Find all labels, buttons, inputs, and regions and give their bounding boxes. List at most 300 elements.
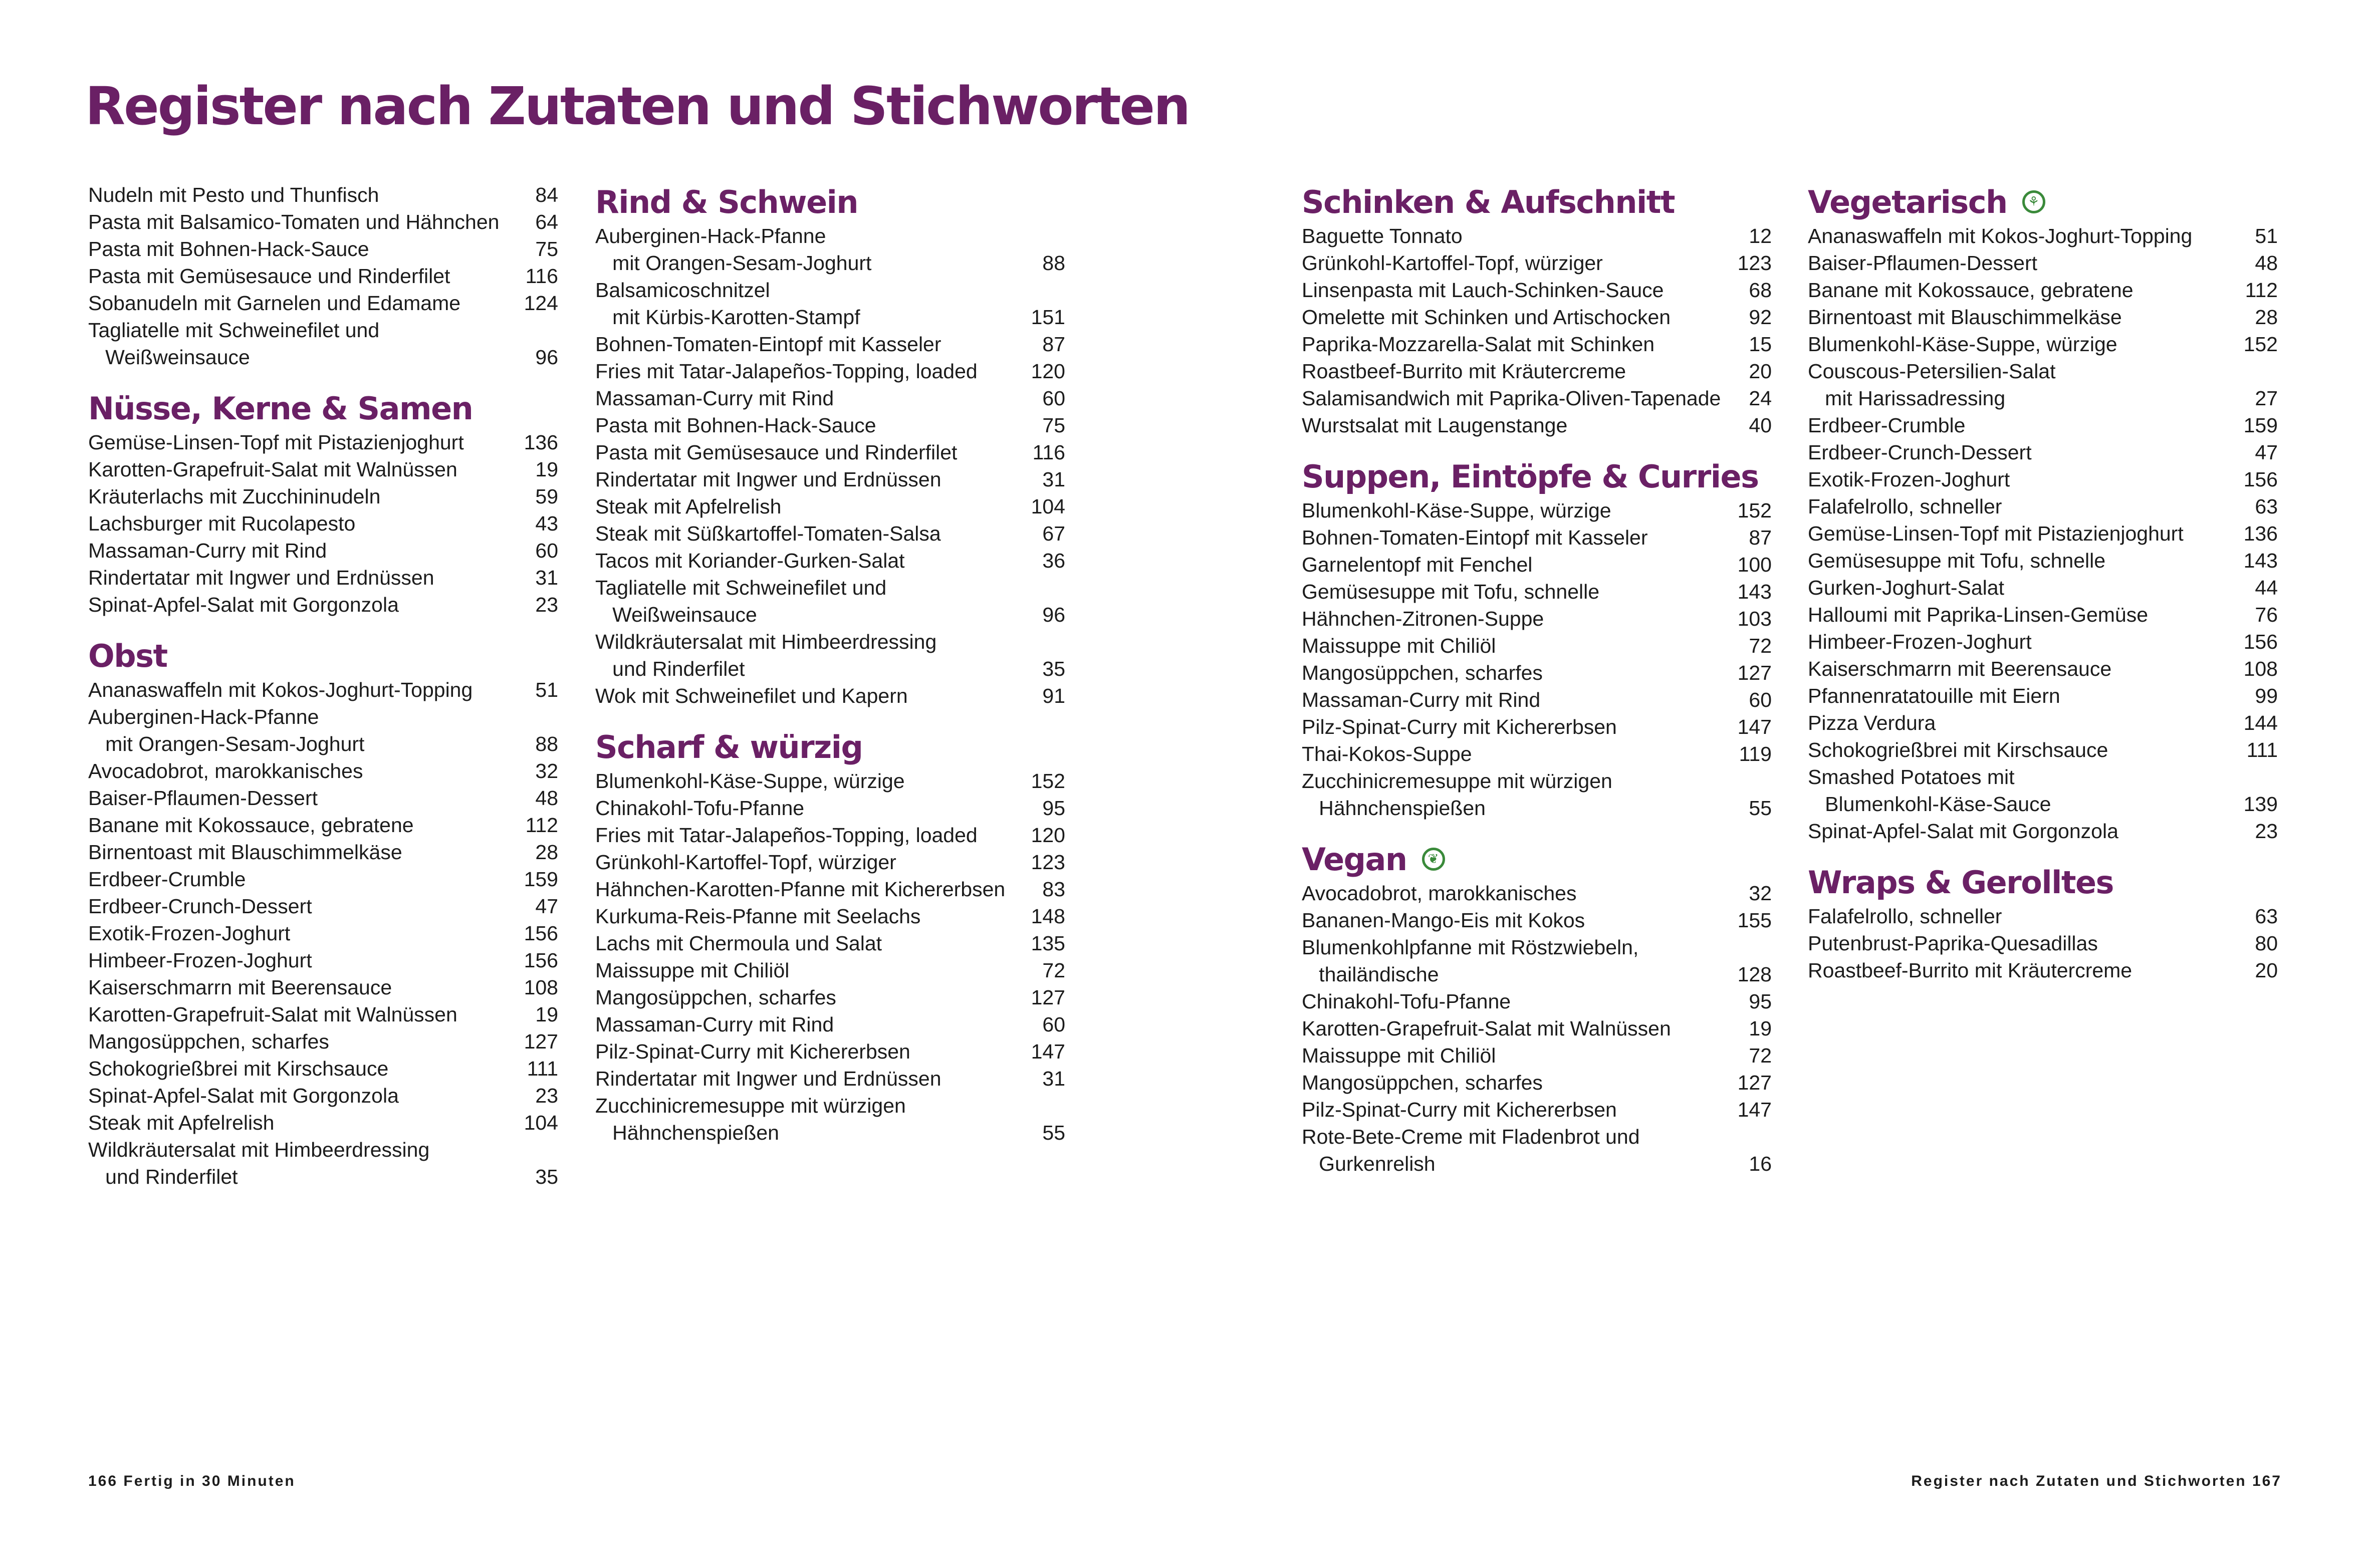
index-entry [595, 795, 1065, 822]
section-heading [1808, 181, 2278, 222]
index-entry [595, 222, 1065, 249]
entry-title: Wok mit Schweinefilet und Kapern [595, 684, 908, 707]
index-entry [88, 785, 558, 812]
entry-title: Baguette Tonnato [1302, 224, 1463, 247]
index-entry [1302, 222, 1772, 249]
entry-page-number: 64 [535, 210, 558, 233]
entry-title: Pasta mit Gemüsesauce und Rinderfilet [88, 265, 450, 288]
entry-page-number: 16 [1749, 1152, 1772, 1175]
index-entry [1302, 358, 1772, 385]
entry-title: Blumenkohl-Käse-Sauce [1808, 793, 2051, 816]
index-entry [595, 822, 1065, 849]
entry-page-number: 88 [535, 732, 558, 755]
section-heading-text: Schinken & Aufschnitt [1302, 183, 1675, 220]
entry-title: Baiser-Pflaumen-Dessert [1808, 251, 2037, 275]
entry-page-number: 135 [1031, 932, 1065, 955]
entry-page-number: 156 [524, 949, 558, 972]
index-entry [1808, 601, 2278, 628]
index-entry [88, 812, 558, 839]
entry-title: Wildkräutersalat mit Himbeerdressing [88, 1138, 430, 1161]
entry-title: Exotik-Frozen-Joghurt [88, 922, 291, 945]
entry-title: Spinat-Apfel-Salat mit Gorgonzola [1808, 820, 2118, 843]
entry-title: Pasta mit Balsamico-Tomaten und Hähnchen [88, 210, 500, 233]
index-entry [88, 235, 558, 263]
index-entry [595, 439, 1065, 466]
index-entry [1302, 277, 1772, 304]
entry-title: thailändische [1302, 963, 1439, 986]
entry-title: Pizza Verdura [1808, 711, 1936, 734]
entry-title: Banane mit Kokossauce, gebratene [1808, 279, 2134, 302]
entry-page-number: 104 [1031, 495, 1065, 518]
index-entry [595, 849, 1065, 876]
entry-title: Schokogrießbrei mit Kirschsauce [88, 1057, 389, 1080]
index-entry [1302, 686, 1772, 713]
entry-page-number: 19 [1749, 1017, 1772, 1040]
index-entry [595, 903, 1065, 930]
index-column-4 [1808, 181, 2278, 1001]
entry-title: Kurkuma-Reis-Pfanne mit Seelachs [595, 905, 921, 928]
index-entry [88, 181, 558, 208]
entry-title: Fries mit Tatar-Jalapeños-Topping, loaded [595, 824, 978, 847]
entry-title: Mangosüppchen, scharfes [88, 1030, 329, 1053]
index-entry [1302, 1096, 1772, 1123]
entry-page-number: 120 [1031, 824, 1065, 847]
entry-page-number: 127 [1737, 661, 1772, 684]
entry-title: Couscous-Petersilien-Salat [1808, 360, 2056, 383]
section-heading [88, 635, 558, 676]
index-entry [1808, 682, 2278, 709]
entry-title: Schokogrießbrei mit Kirschsauce [1808, 738, 2108, 761]
entry-title: mit Harissadressing [1808, 387, 2006, 410]
index-entry [1808, 249, 2278, 277]
entry-page-number: 112 [2245, 279, 2278, 302]
index-entry [1808, 493, 2278, 520]
section-heading-text: Wraps & Gerolltes [1808, 864, 2113, 901]
entry-title: und Rinderfilet [88, 1165, 238, 1188]
index-entry [1302, 767, 1772, 795]
index-entry [1302, 497, 1772, 524]
entry-title: Hähnchenspießen [595, 1121, 779, 1144]
index-entry [88, 947, 558, 974]
entry-title: Erdbeer-Crunch-Dessert [1808, 441, 2032, 464]
section-heading-text: Scharf & würzig [595, 728, 863, 765]
index-entry [1302, 961, 1772, 988]
index-entry [1808, 791, 2278, 818]
index-entry [595, 655, 1065, 682]
entry-title: Gemüsesuppe mit Tofu, schnelle [1302, 580, 1600, 603]
entry-title: Garnelentopf mit Fenchel [1302, 553, 1533, 576]
entry-page-number: 24 [1749, 387, 1772, 410]
entry-title: Wildkräutersalat mit Himbeerdressing [595, 630, 937, 653]
entry-title: und Rinderfilet [595, 657, 745, 680]
entry-title: Balsamicoschnitzel [595, 279, 770, 302]
index-entry [1808, 818, 2278, 845]
entry-title: Thai-Kokos-Suppe [1302, 742, 1472, 765]
index-entry [88, 290, 558, 317]
entry-page-number: 155 [1737, 909, 1772, 932]
entry-title: Kräuterlachs mit Zucchininudeln [88, 485, 381, 508]
index-entry [595, 1065, 1065, 1092]
entry-page-number: 23 [2255, 820, 2278, 843]
index-entry [595, 277, 1065, 304]
entry-page-number: 156 [524, 922, 558, 945]
entry-title: Hähnchenspießen [1302, 797, 1486, 820]
entry-page-number: 147 [1737, 1098, 1772, 1121]
index-entry [88, 429, 558, 456]
entry-title: Rindertatar mit Ingwer und Erdnüssen [595, 468, 941, 491]
entry-page-number: 35 [535, 1165, 558, 1188]
index-entry [1808, 655, 2278, 682]
entry-title: Massaman-Curry mit Rind [595, 1013, 834, 1036]
entry-page-number: 152 [2243, 333, 2278, 356]
entry-page-number: 144 [2243, 711, 2278, 734]
index-entry [1302, 385, 1772, 412]
index-entry [88, 839, 558, 866]
entry-page-number: 99 [2255, 684, 2278, 707]
entry-page-number: 127 [1737, 1071, 1772, 1094]
entry-page-number: 63 [2255, 905, 2278, 928]
section-heading [1808, 862, 2278, 903]
entry-title: Mangosüppchen, scharfes [1302, 1071, 1543, 1094]
index-entry [88, 1028, 558, 1055]
entry-title: Erdbeer-Crumble [88, 868, 246, 891]
entry-title: Hähnchen-Zitronen-Suppe [1302, 607, 1544, 630]
index-entry [595, 682, 1065, 709]
entry-title: Maissuppe mit Chiliöl [1302, 1044, 1496, 1067]
section-heading-text: Nüsse, Kerne & Samen [88, 390, 473, 427]
entry-page-number: 120 [1031, 360, 1065, 383]
index-entry [88, 1109, 558, 1136]
entry-title: Baiser-Pflaumen-Dessert [88, 787, 318, 810]
entry-page-number: 159 [2243, 414, 2278, 437]
index-entry [1808, 520, 2278, 547]
entry-page-number: 20 [1749, 360, 1772, 383]
entry-page-number: 116 [1032, 441, 1065, 464]
section-heading-text: Vegetarisch [1808, 183, 2007, 220]
index-column-1 [88, 181, 558, 1207]
entry-title: Hähnchen-Karotten-Pfanne mit Kichererbsen [595, 878, 1006, 901]
entry-title: Halloumi mit Paprika-Linsen-Gemüse [1808, 603, 2149, 626]
entry-page-number: 35 [1042, 657, 1065, 680]
index-entry [1808, 304, 2278, 331]
index-entry [595, 331, 1065, 358]
index-section [595, 181, 1065, 709]
entry-page-number: 80 [2255, 932, 2278, 955]
index-entry [88, 1136, 558, 1163]
index-entry [1302, 1015, 1772, 1042]
entry-title: Massaman-Curry mit Rind [1302, 688, 1541, 711]
entry-page-number: 60 [1042, 387, 1065, 410]
index-entry [1808, 222, 2278, 249]
entry-page-number: 47 [2255, 441, 2278, 464]
entry-page-number: 55 [1042, 1121, 1065, 1144]
index-entry [88, 344, 558, 371]
entry-page-number: 128 [1737, 963, 1772, 986]
entry-page-number: 72 [1042, 959, 1065, 982]
entry-title: Lachsburger mit Rucolapesto [88, 512, 356, 535]
entry-title: Spinat-Apfel-Salat mit Gorgonzola [88, 1084, 399, 1107]
entry-page-number: 31 [1042, 468, 1065, 491]
entry-page-number: 116 [525, 265, 558, 288]
entry-title: Steak mit Süßkartoffel-Tomaten-Salsa [595, 522, 941, 545]
section-heading-text: Obst [88, 637, 167, 674]
index-entry [1808, 547, 2278, 574]
entry-title: Fries mit Tatar-Jalapeños-Topping, loaded [595, 360, 978, 383]
index-entry [1808, 439, 2278, 466]
index-entry [88, 537, 558, 564]
entry-page-number: 96 [1042, 603, 1065, 626]
section-heading-text: Vegan [1302, 841, 1407, 878]
index-entry [1302, 524, 1772, 551]
index-entry [88, 676, 558, 703]
index-entry [595, 628, 1065, 655]
entry-title: Pilz-Spinat-Curry mit Kichererbsen [1302, 715, 1617, 738]
section-heading-text: Suppen, Eintöpfe & Curries [1302, 458, 1759, 495]
page-title: Register nach Zutaten und Stichworten [85, 76, 1190, 137]
entry-page-number: 47 [535, 895, 558, 918]
entry-title: Pilz-Spinat-Curry mit Kichererbsen [1302, 1098, 1617, 1121]
entry-title: Bananen-Mango-Eis mit Kokos [1302, 909, 1585, 932]
index-entry [1808, 412, 2278, 439]
entry-title: Ananaswaffeln mit Kokos-Joghurt-Topping [1808, 224, 2193, 247]
entry-title: Roastbeef-Burrito mit Kräutercreme [1808, 959, 2133, 982]
entry-title: Gurkenrelish [1302, 1152, 1436, 1175]
index-section [595, 726, 1065, 1146]
entry-title: Birnentoast mit Blauschimmelkäse [1808, 306, 2122, 329]
index-section [1808, 181, 2278, 845]
entry-page-number: 156 [2243, 468, 2278, 491]
entry-title: Linsenpasta mit Lauch-Schinken-Sauce [1302, 279, 1664, 302]
index-section [1302, 456, 1772, 822]
index-entry [1808, 628, 2278, 655]
entry-page-number: 92 [1749, 306, 1772, 329]
entry-page-number: 28 [535, 841, 558, 864]
entry-title: mit Kürbis-Karotten-Stampf [595, 306, 860, 329]
entry-page-number: 15 [1749, 333, 1772, 356]
index-entry [1302, 605, 1772, 632]
entry-title: Sobanudeln mit Garnelen und Edamame [88, 292, 461, 315]
index-entry [1302, 1042, 1772, 1069]
index-entry [88, 1055, 558, 1082]
entry-page-number: 87 [1749, 526, 1772, 549]
entry-title: Massaman-Curry mit Rind [88, 539, 327, 562]
entry-page-number: 136 [2243, 522, 2278, 545]
index-entry [595, 767, 1065, 795]
entry-page-number: 152 [1737, 499, 1772, 522]
entry-page-number: 31 [1042, 1067, 1065, 1090]
entry-title: Karotten-Grapefruit-Salat mit Walnüssen [88, 458, 457, 481]
index-entry [595, 1038, 1065, 1065]
entry-title: Mangosüppchen, scharfes [595, 986, 836, 1009]
entry-title: Salamisandwich mit Paprika-Oliven-Tapenade [1302, 387, 1721, 410]
entry-title: Wurstsalat mit Laugenstange [1302, 414, 1568, 437]
entry-page-number: 75 [535, 237, 558, 260]
entry-title: Nudeln mit Pesto und Thunfisch [88, 183, 379, 206]
index-entry [88, 591, 558, 618]
entry-page-number: 19 [535, 458, 558, 481]
entry-title: Avocadobrot, marokkanisches [88, 759, 363, 782]
index-section [1302, 181, 1772, 439]
index-entry [88, 208, 558, 235]
entry-title: Pilz-Spinat-Curry mit Kichererbsen [595, 1040, 910, 1063]
entry-title: Falafelrollo, schneller [1808, 905, 2002, 928]
entry-title: Mangosüppchen, scharfes [1302, 661, 1543, 684]
entry-page-number: 143 [1737, 580, 1772, 603]
entry-title: Massaman-Curry mit Rind [595, 387, 834, 410]
section-heading [1302, 456, 1772, 497]
index-entry [1302, 713, 1772, 740]
index-entry [1808, 709, 2278, 736]
index-entry [595, 574, 1065, 601]
entry-title: Karotten-Grapefruit-Salat mit Walnüssen [88, 1003, 457, 1026]
entry-title: Ananaswaffeln mit Kokos-Joghurt-Topping [88, 678, 473, 701]
entry-title: Avocadobrot, marokkanisches [1302, 882, 1577, 905]
index-section [88, 181, 558, 371]
entry-title: Banane mit Kokossauce, gebratene [88, 814, 414, 837]
entry-title: Falafelrollo, schneller [1808, 495, 2002, 518]
section-heading [595, 726, 1065, 767]
index-entry [595, 876, 1065, 903]
index-entry [1302, 740, 1772, 767]
entry-title: Kaiserschmarrn mit Beerensauce [88, 976, 392, 999]
entry-title: Lachs mit Chermoula und Salat [595, 932, 882, 955]
entry-page-number: 44 [2255, 576, 2278, 599]
entry-title: Omelette mit Schinken und Artischocken [1302, 306, 1671, 329]
index-entry [1302, 551, 1772, 578]
entry-title: Blumenkohlpfanne mit Röstzwiebeln, [1302, 936, 1639, 959]
entry-title: Steak mit Apfelrelish [88, 1111, 275, 1134]
index-section [1808, 862, 2278, 984]
index-entry [1302, 1123, 1772, 1150]
index-entry [1302, 907, 1772, 934]
section-heading [88, 388, 558, 429]
entry-title: Gemüse-Linsen-Topf mit Pistazienjoghurt [1808, 522, 2184, 545]
entry-page-number: 83 [1042, 878, 1065, 901]
entry-title: Maissuppe mit Chiliöl [595, 959, 790, 982]
entry-title: Tagliatelle mit Schweinefilet und [595, 576, 887, 599]
entry-page-number: 124 [524, 292, 558, 315]
entry-page-number: 123 [1031, 851, 1065, 874]
entry-page-number: 28 [2255, 306, 2278, 329]
entry-page-number: 23 [535, 1084, 558, 1107]
index-entry [595, 358, 1065, 385]
entry-page-number: 159 [524, 868, 558, 891]
index-section [88, 635, 558, 1190]
entry-title: Erdbeer-Crumble [1808, 414, 1966, 437]
index-entry [595, 1011, 1065, 1038]
entry-page-number: 96 [535, 346, 558, 369]
index-entry [595, 547, 1065, 574]
index-entry [1302, 934, 1772, 961]
entry-page-number: 100 [1737, 553, 1772, 576]
entry-title: Putenbrust-Paprika-Quesadillas [1808, 932, 2098, 955]
index-section [1302, 839, 1772, 1177]
entry-title: Kaiserschmarrn mit Beerensauce [1808, 657, 2112, 680]
entry-title: Maissuppe mit Chiliöl [1302, 634, 1496, 657]
index-entry [88, 456, 558, 483]
entry-page-number: 147 [1031, 1040, 1065, 1063]
index-entry [88, 920, 558, 947]
index-entry [595, 466, 1065, 493]
vegan-leaf-icon: ❦ [1422, 848, 1445, 871]
index-entry [88, 483, 558, 510]
entry-title: Rindertatar mit Ingwer und Erdnüssen [595, 1067, 941, 1090]
entry-page-number: 72 [1749, 1044, 1772, 1067]
entry-title: Tacos mit Koriander-Gurken-Salat [595, 549, 905, 572]
entry-title: Bohnen-Tomaten-Eintopf mit Kasseler [1302, 526, 1648, 549]
entry-title: Rindertatar mit Ingwer und Erdnüssen [88, 566, 434, 589]
index-entry [595, 984, 1065, 1011]
entry-title: Gemüse-Linsen-Topf mit Pistazienjoghurt [88, 431, 464, 454]
entry-title: Paprika-Mozzarella-Salat mit Schinken [1302, 333, 1655, 356]
entry-page-number: 32 [535, 759, 558, 782]
entry-title: Exotik-Frozen-Joghurt [1808, 468, 2010, 491]
entry-page-number: 136 [524, 431, 558, 454]
index-entry [1808, 358, 2278, 385]
index-entry [1302, 249, 1772, 277]
index-column-2 [595, 181, 1065, 1163]
index-entry [88, 564, 558, 591]
index-entry [88, 317, 558, 344]
index-entry [1808, 277, 2278, 304]
entry-page-number: 31 [535, 566, 558, 589]
index-entry [1302, 988, 1772, 1015]
entry-title: Grünkohl-Kartoffel-Topf, würziger [595, 851, 896, 874]
entry-title: Grünkohl-Kartoffel-Topf, würziger [1302, 251, 1603, 275]
entry-title: Rote-Bete-Creme mit Fladenbrot und [1302, 1125, 1640, 1148]
index-entry [88, 1163, 558, 1190]
entry-page-number: 60 [1042, 1013, 1065, 1036]
entry-title: Blumenkohl-Käse-Suppe, würzige [1808, 333, 2117, 356]
footer-right: Register nach Zutaten und Stichworten 167 [1911, 1473, 2282, 1489]
entry-page-number: 88 [1042, 251, 1065, 275]
entry-title: Pasta mit Bohnen-Hack-Sauce [595, 414, 876, 437]
entry-page-number: 123 [1737, 251, 1772, 275]
entry-title: Blumenkohl-Käse-Suppe, würzige [1302, 499, 1611, 522]
entry-title: Tagliatelle mit Schweinefilet und [88, 319, 380, 342]
entry-page-number: 59 [535, 485, 558, 508]
index-entry [88, 263, 558, 290]
footer-left: 166 Fertig in 30 Minuten [88, 1473, 296, 1489]
entry-page-number: 51 [2255, 224, 2278, 247]
entry-title: Himbeer-Frozen-Joghurt [88, 949, 312, 972]
index-entry [595, 601, 1065, 628]
entry-page-number: 143 [2243, 549, 2278, 572]
entry-title: Zucchinicremesuppe mit würzigen [1302, 769, 1612, 793]
entry-page-number: 12 [1749, 224, 1772, 247]
entry-page-number: 67 [1042, 522, 1065, 545]
index-entry [1302, 659, 1772, 686]
entry-title: Gemüsesuppe mit Tofu, schnelle [1808, 549, 2106, 572]
index-entry [88, 866, 558, 893]
index-entry [88, 510, 558, 537]
entry-page-number: 95 [1042, 797, 1065, 820]
entry-title: Spinat-Apfel-Salat mit Gorgonzola [88, 593, 399, 616]
section-heading [1302, 181, 1772, 222]
entry-page-number: 127 [524, 1030, 558, 1053]
index-entry [1808, 331, 2278, 358]
index-entry [1302, 304, 1772, 331]
entry-page-number: 152 [1031, 769, 1065, 793]
index-entry [1808, 957, 2278, 984]
entry-page-number: 127 [1031, 986, 1065, 1009]
entry-page-number: 156 [2243, 630, 2278, 653]
index-column-3 [1302, 181, 1772, 1194]
entry-page-number: 84 [535, 183, 558, 206]
index-entry [1302, 795, 1772, 822]
index-entry [1302, 1150, 1772, 1177]
entry-title: Steak mit Apfelrelish [595, 495, 782, 518]
